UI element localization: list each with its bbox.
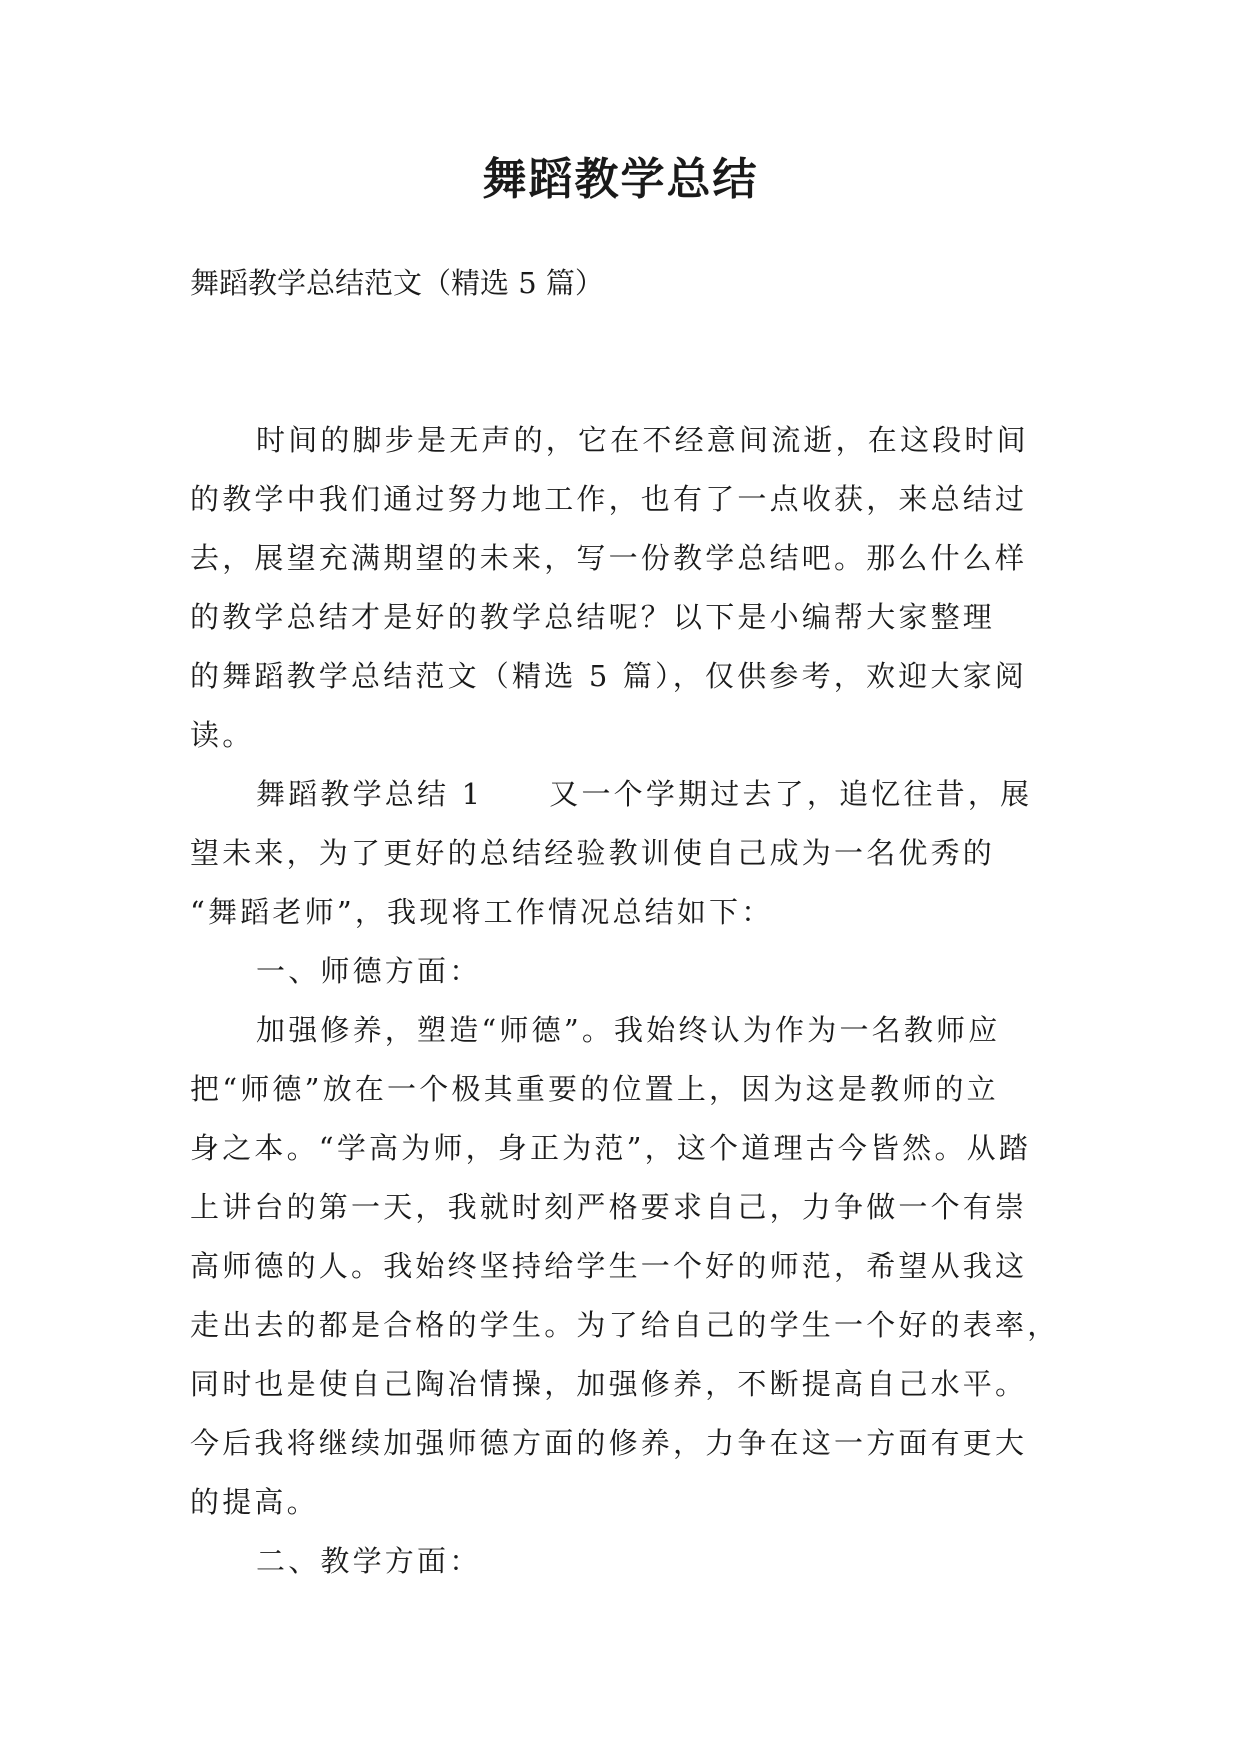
document-title: 舞蹈教学总结 bbox=[482, 154, 759, 205]
section-heading-line bbox=[190, 765, 1060, 824]
paragraph-line: 去，展望充满期望的未来，写一份教学总结吧。那么什么样 bbox=[190, 541, 1028, 575]
paragraph-line: 的提高。 bbox=[190, 1485, 319, 1519]
subsection-heading: 二、教学方面： bbox=[256, 1544, 482, 1578]
paragraph-line: 读。 bbox=[190, 718, 255, 752]
paragraph-line: 上讲台的第一天，我就时刻严格要求自己，力争做一个有崇 bbox=[190, 1190, 1028, 1224]
paragraph-line: 的教学总结才是好的教学总结呢？以下是小编帮大家整理 bbox=[190, 600, 996, 634]
paragraph-line: 加强修养，塑造“师德”。我始终认为作为一名教师应 bbox=[256, 1013, 1001, 1047]
subsection-heading: 一、师德方面： bbox=[256, 954, 482, 988]
paragraph-line: 把“师德”放在一个极其重要的位置上，因为这是教师的立 bbox=[190, 1072, 999, 1106]
paragraph-line: 时间的脚步是无声的，它在不经意间流逝，在这段时间 bbox=[256, 423, 1029, 457]
document-body bbox=[190, 411, 1060, 1591]
paragraph-line: 身之本。“学高为师，身正为范”，这个道理古今皆然。从踏 bbox=[190, 1131, 1032, 1165]
paragraph-line: 的舞蹈教学总结范文（精选 5 篇），仅供参考，欢迎大家阅 bbox=[190, 659, 1027, 693]
paragraph-line: 的教学中我们通过努力地工作，也有了一点收获，来总结过 bbox=[190, 482, 1028, 516]
paragraph-line: 走出去的都是合格的学生。为了给自己的学生一个好的表率， bbox=[190, 1308, 1060, 1342]
paragraph-line: 同时也是使自己陶冶情操，加强修养，不断提高自己水平。 bbox=[190, 1367, 1028, 1401]
document-subtitle: 舞蹈教学总结范文（精选 5 篇） bbox=[190, 266, 604, 300]
section-heading: 舞蹈教学总结 1 bbox=[256, 777, 484, 811]
paragraph-line: 望未来，为了更好的总结经验教训使自己成为一名优秀的 bbox=[190, 836, 996, 870]
paragraph-line: 今后我将继续加强师德方面的修养，力争在这一方面有更大 bbox=[190, 1426, 1028, 1460]
paragraph-text: 又一个学期过去了，追忆往昔，展 bbox=[549, 777, 1033, 811]
paragraph-line: “舞蹈老师”，我现将工作情况总结如下： bbox=[190, 895, 774, 929]
paragraph-line: 高师德的人。我始终坚持给学生一个好的师范，希望从我这 bbox=[190, 1249, 1028, 1283]
